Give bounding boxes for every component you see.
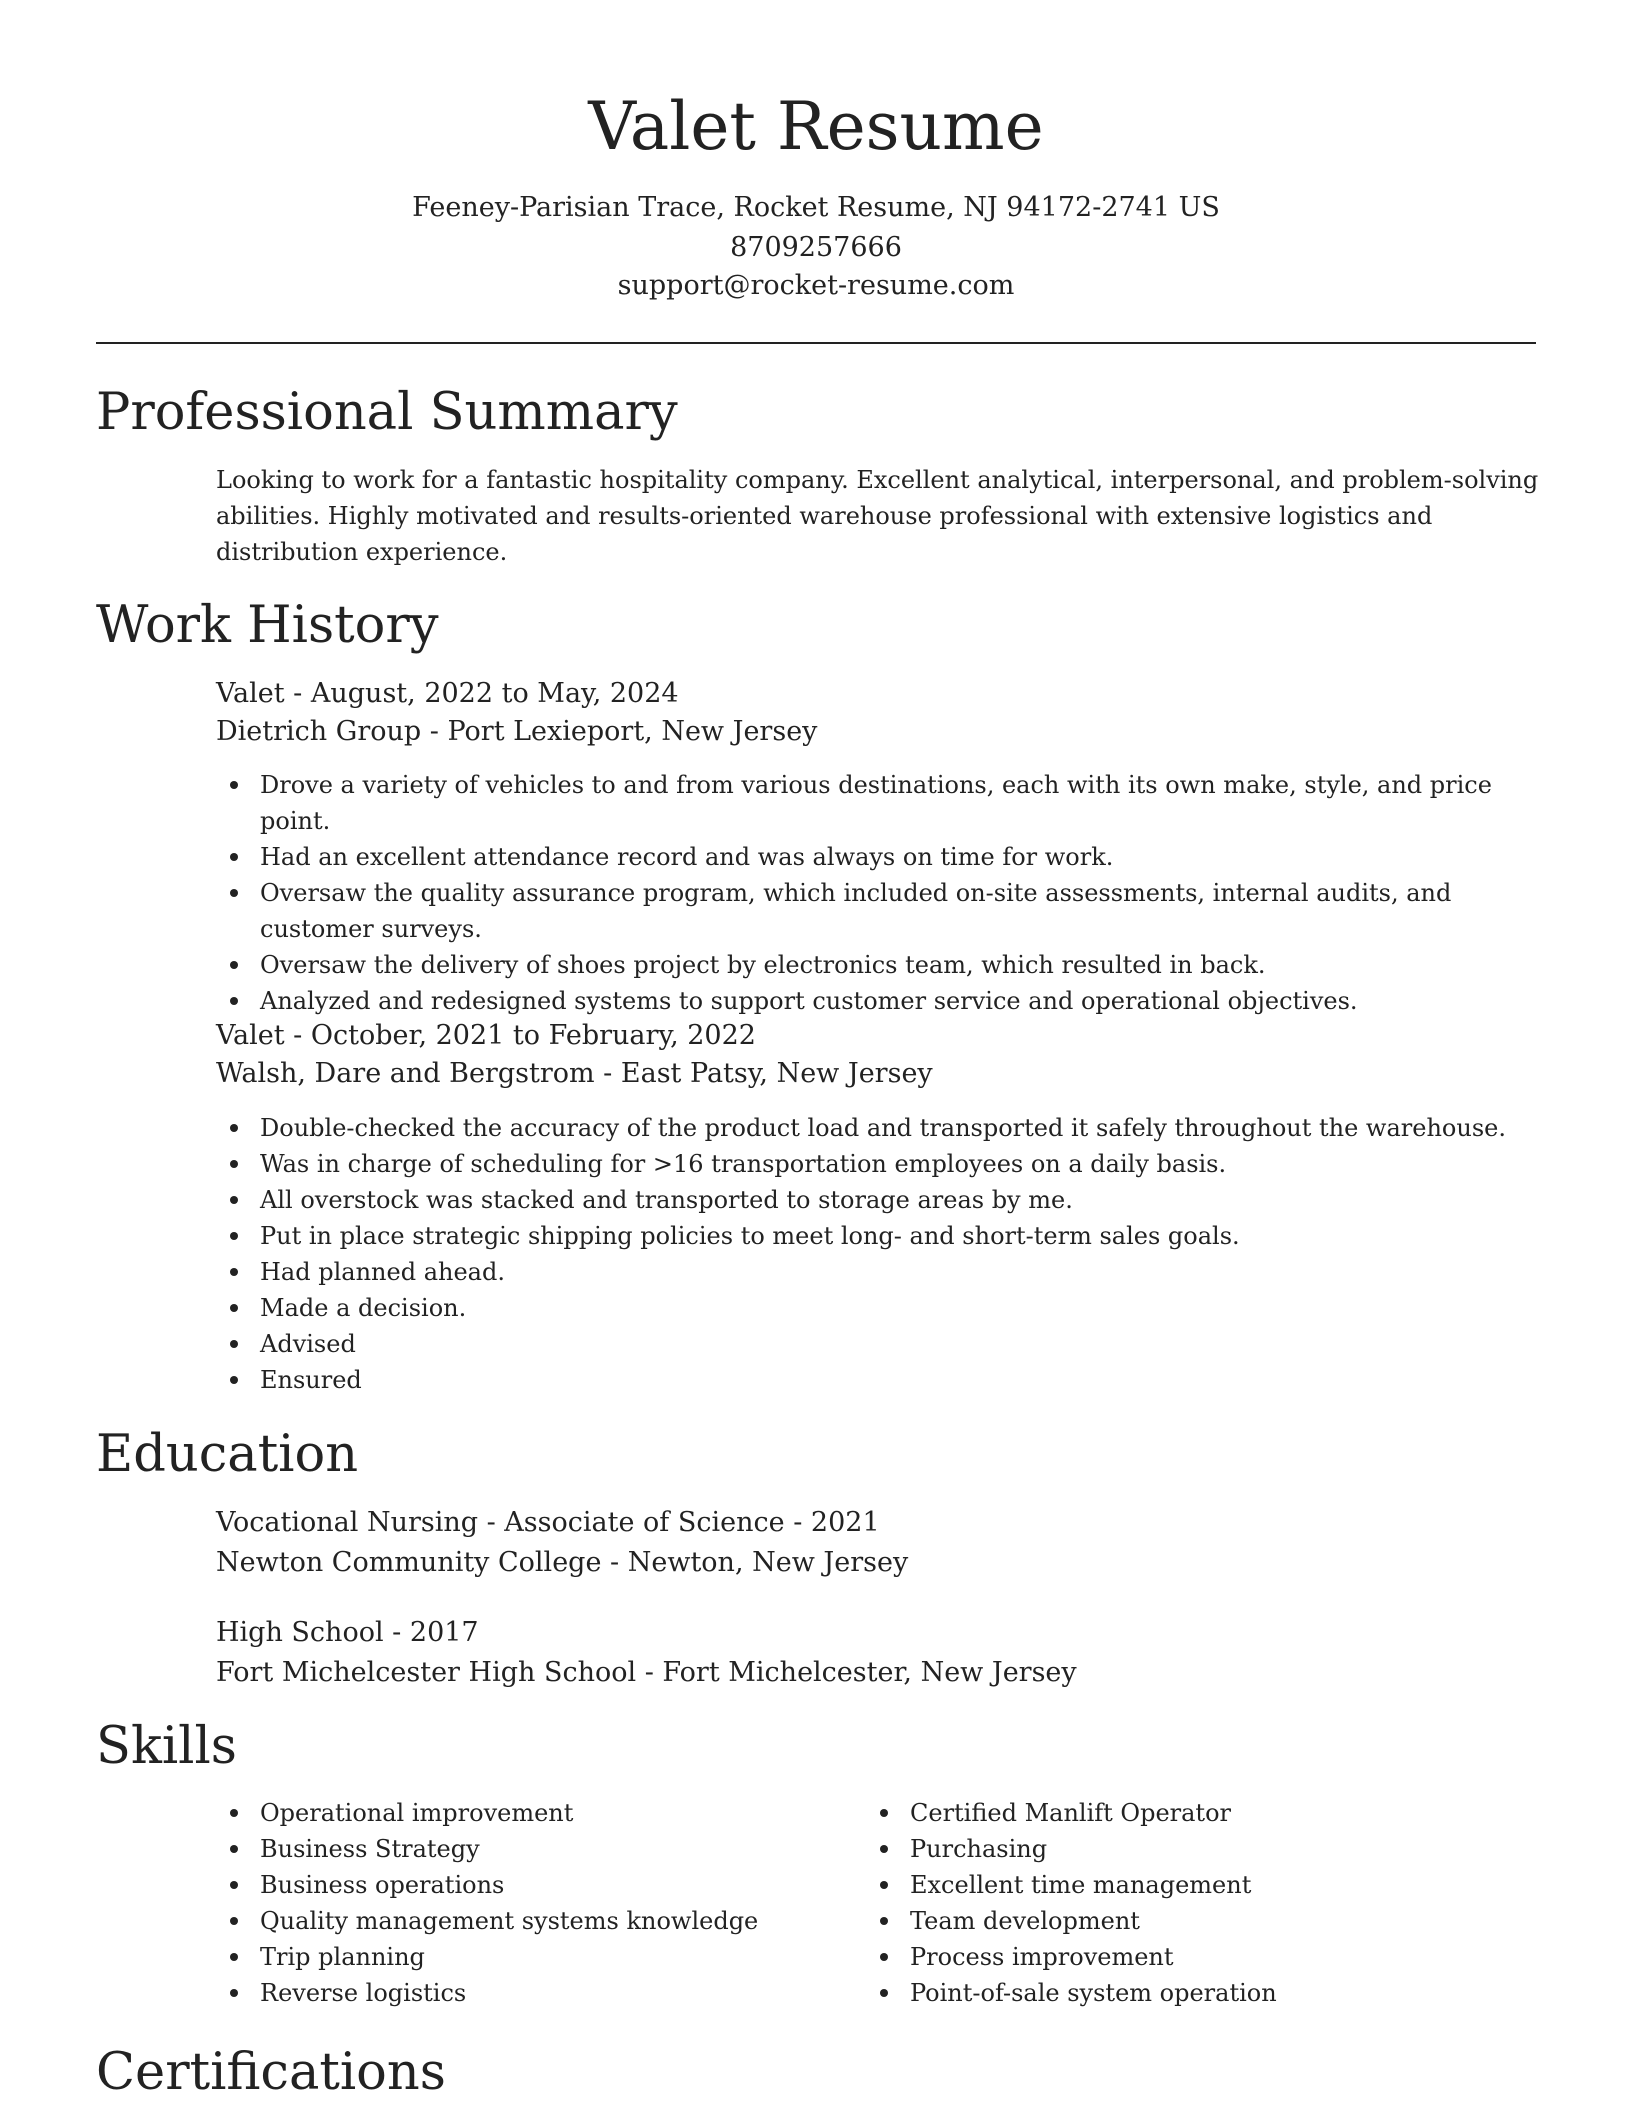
job-role: Valet	[216, 678, 285, 709]
job-dates: August, 2022 to May, 2024	[310, 678, 679, 709]
header-divider	[96, 342, 1536, 344]
education-degree: Vocational Nursing - Associate of Science	[216, 1507, 785, 1538]
education-location: Newton, New Jersey	[627, 1547, 909, 1578]
education-location: Fort Michelcester, New Jersey	[662, 1657, 1077, 1688]
list-item: Trip planning	[216, 1939, 856, 1975]
list-item: Had planned ahead.	[216, 1254, 1546, 1290]
job-company: Dietrich Group	[216, 716, 422, 747]
list-item: Excellent time management	[866, 1867, 1536, 1903]
list-item: Was in charge of scheduling for >16 transportation employees on a daily basis.	[216, 1146, 1546, 1182]
list-item: Operational improvement	[216, 1795, 856, 1831]
list-item: Advised	[216, 1326, 1546, 1362]
list-item: Reverse logistics	[216, 1975, 856, 2011]
list-item: Team development	[866, 1903, 1536, 1939]
education-school-line: Fort Michelcester High School - Fort Michelcester, New Jersey	[216, 1657, 1077, 1688]
list-item: Oversaw the delivery of shoes project by electronics team, which resulted in back.	[216, 947, 1546, 983]
education-degree-line: High School - 2017	[216, 1617, 479, 1648]
list-item: Put in place strategic shipping policies to meet long- and short-term sales goals.	[216, 1218, 1546, 1254]
resume-name: Valet Resume	[588, 88, 1044, 165]
job-role: Valet	[216, 1020, 285, 1051]
job-dates: October, 2021 to February, 2022	[310, 1020, 756, 1051]
list-item: Purchasing	[866, 1831, 1536, 1867]
list-item: Double-checked the accuracy of the product load and transported it safely throughout the warehouse.	[216, 1110, 1546, 1146]
education-degree: High School	[216, 1617, 384, 1648]
education-school: Newton Community College	[216, 1547, 602, 1578]
list-item: Oversaw the quality assurance program, which included on-site assessments, internal audits, and customer surveys.	[216, 875, 1546, 947]
section-title-certifications: Certifications	[96, 2043, 446, 2102]
contact-address: Feeney-Parisian Trace, Rocket Resume, NJ 94172-2741 US	[412, 192, 1220, 223]
job-company-line: Walsh, Dare and Bergstrom - East Patsy, New Jersey	[216, 1058, 933, 1089]
contact-phone: 8709257666	[730, 232, 902, 263]
education-school: Fort Michelcester High School	[216, 1657, 637, 1688]
skills-list-right	[866, 1795, 1536, 2011]
list-item: Business Strategy	[216, 1831, 856, 1867]
list-item: Had an excellent attendance record and was always on time for work.	[216, 839, 1546, 875]
list-item: Quality management systems knowledge	[216, 1903, 856, 1939]
contact-email: support@rocket-resume.com	[617, 270, 1015, 301]
section-title-summary: Professional Summary	[96, 383, 678, 442]
job-location: Port Lexieport, New Jersey	[447, 716, 818, 747]
list-item: Made a decision.	[216, 1290, 1546, 1326]
education-year: 2021	[810, 1507, 880, 1538]
education-school-line: Newton Community College - Newton, New Jersey	[216, 1547, 909, 1578]
job-company-line: Dietrich Group - Port Lexieport, New Jersey	[216, 716, 818, 747]
job-title-line: Valet - August, 2022 to May, 2024	[216, 678, 679, 709]
section-title-work-history: Work History	[96, 596, 439, 655]
skills-list-left	[216, 1795, 856, 2011]
list-item: Point-of-sale system operation	[866, 1975, 1536, 2011]
job-location: East Patsy, New Jersey	[620, 1058, 933, 1089]
job-bullet-list	[216, 1110, 1546, 1398]
job-title-line: Valet - October, 2021 to February, 2022	[216, 1020, 756, 1051]
list-item: All overstock was stacked and transported to storage areas by me.	[216, 1182, 1546, 1218]
job-bullet-list	[216, 767, 1546, 1019]
list-item: Business operations	[216, 1867, 856, 1903]
section-title-skills: Skills	[96, 1717, 237, 1776]
section-title-education: Education	[96, 1425, 359, 1484]
list-item: Certified Manlift Operator	[866, 1795, 1536, 1831]
summary-text: Looking to work for a fantastic hospitality company. Excellent analytical, interpersonal, and problem-solving abilities. Highly motivated and results-oriented warehouse professional with extensive logistics and distribution experience.	[216, 466, 1539, 566]
list-item: Analyzed and redesigned systems to support customer service and operational objectives.	[216, 983, 1546, 1019]
education-degree-line: Vocational Nursing - Associate of Science - 2021	[216, 1507, 880, 1538]
list-item: Drove a variety of vehicles to and from various destinations, each with its own make, style, and price point.	[216, 767, 1546, 839]
education-year: 2017	[409, 1617, 479, 1648]
list-item: Ensured	[216, 1362, 1546, 1398]
job-company: Walsh, Dare and Bergstrom	[216, 1058, 595, 1089]
list-item: Process improvement	[866, 1939, 1536, 1975]
